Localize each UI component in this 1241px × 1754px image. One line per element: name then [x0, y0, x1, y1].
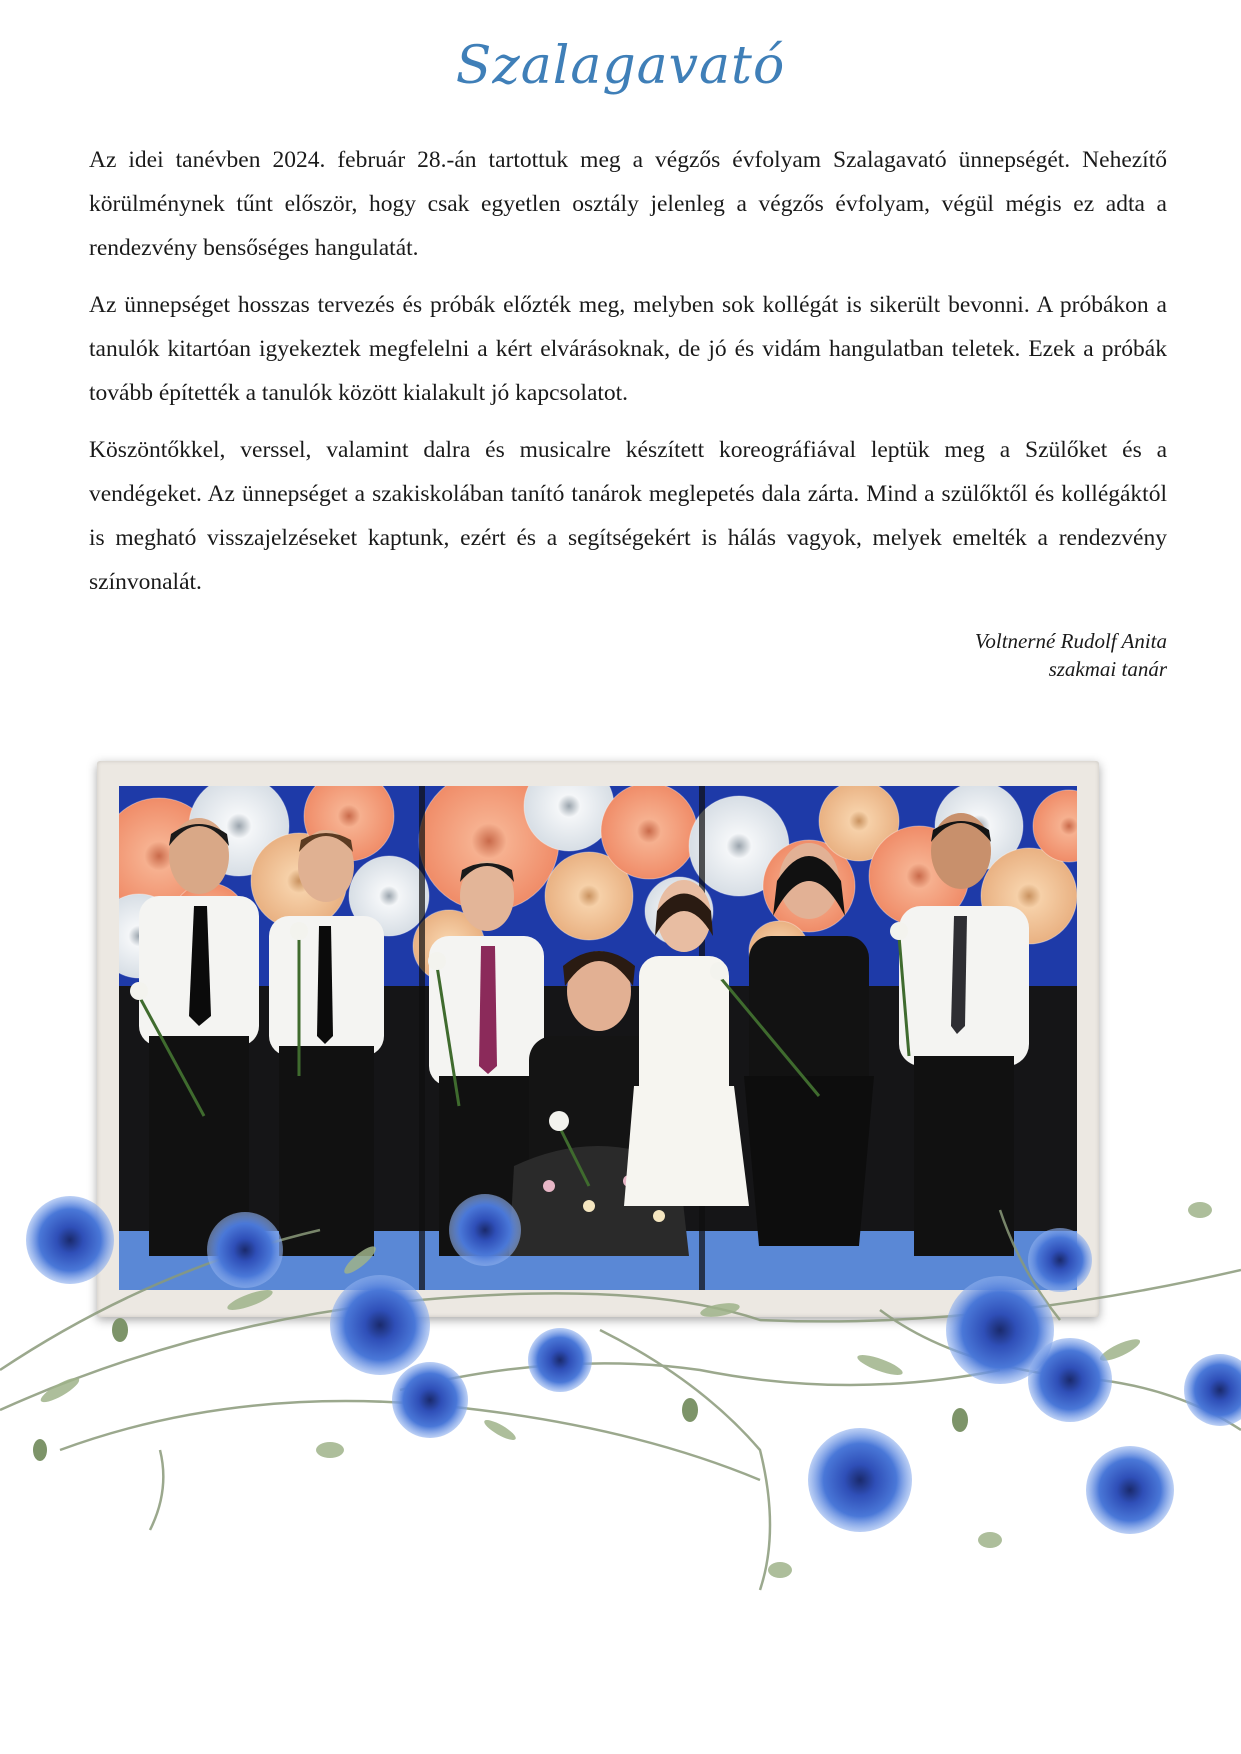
article-body [89, 138, 1167, 617]
photo-frame [97, 761, 1099, 1317]
signature-role: szakmai tanár [1048, 657, 1167, 681]
signature-name: Voltnerné Rudolf Anita [974, 629, 1167, 653]
paragraph-2: Az ünnepséget hosszas tervezés és próbák előzték meg, melyben sok kollégát is sikerült bevonni. A próbákon a tanulók kitartóan igyekeztek megfelelni a kért elvárásoknak, de jó és vidám hangulatban teletek. Ezek a próbák tovább építették a tanulók között kialakult jó kapcsolatot. [89, 292, 1167, 406]
page-title: Szalagavató [455, 36, 786, 96]
group-photo-illustration [119, 786, 1077, 1290]
group-photo [119, 786, 1077, 1290]
paragraph-3: Köszöntőkkel, verssel, valamint dalra és musicalre készített koreográfiával leptük meg a Szülőket és a vendégeket. Az ünnepséget a szakiskolában tanító tanárok meglepetés dala zárta. Mind a szülőktől és kollégáktól is megható visszajelzéseket kaptunk, ezért és a segítségekért is hálás vagyok, melyek emelték a rendezvény színvonalát. [89, 437, 1167, 595]
signature-block [975, 627, 1167, 683]
paragraph-1: Az idei tanévben 2024. február 28.-án tartottuk meg a végzős évfolyam Szalagavató ünnepségét. Nehezítő körülménynek tűnt először, hogy csak egyetlen osztály jelenleg a végzős évfolyam, végül mégis ez adta a rendezvény bensőséges hangulatát. [89, 147, 1167, 261]
